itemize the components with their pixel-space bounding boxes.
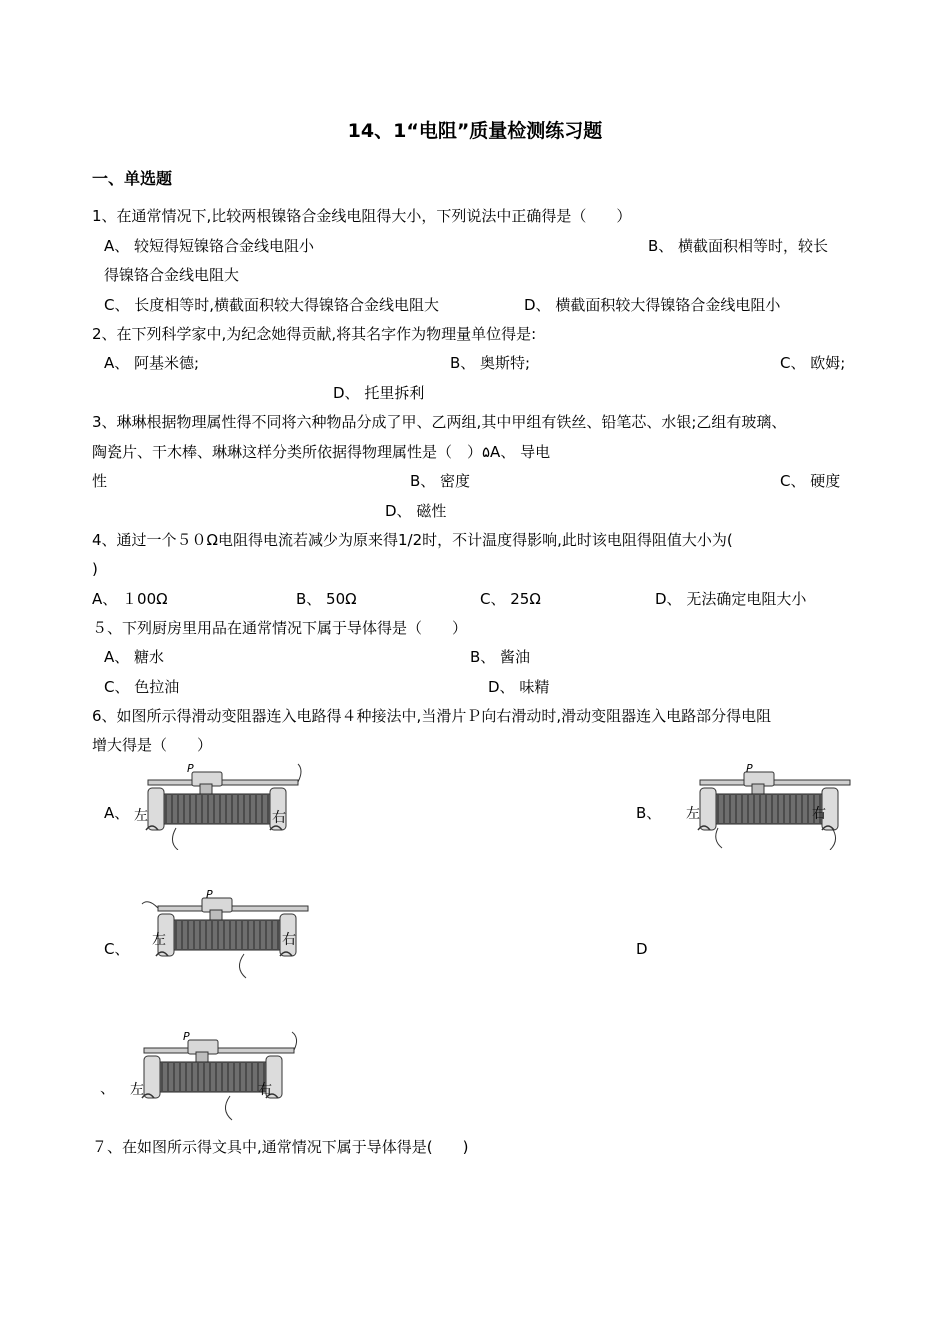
wire-bottom-right (239, 954, 246, 978)
rheostat-figure-d (126, 1028, 306, 1123)
q2-option-d: D、 托里拆利 (333, 384, 425, 402)
q1-option-c: C、 长度相等时,横截面积较大得镍铬合金线电阻大 (104, 296, 440, 314)
q2-stem: 2、在下列科学家中,为纪念她得贡献,将其名字作为物理量单位得是: (92, 325, 537, 343)
right-terminal-label: 右 (258, 1082, 272, 1098)
q1-option-d: D、 横截面积较大得镍铬合金线电阻小 (524, 296, 781, 314)
q6-option-d-mark: 、 (100, 1079, 116, 1097)
section-heading: 一、单选题 (92, 169, 173, 188)
left-terminal-label: 左 (130, 1082, 144, 1098)
right-terminal-label: 右 (282, 932, 296, 948)
q4-option-b: B、 50Ω (296, 590, 357, 608)
wire-bottom-right (225, 1096, 232, 1120)
q6-option-c: C、 (104, 940, 130, 958)
q3-option-a-tail: 性 (92, 472, 108, 490)
q3-stem: 3、琳琳根据物理属性得不同将六种物品分成了甲、乙两组,其中甲组有铁丝、铅笔芯、水银;乙组有玻璃、 (92, 413, 787, 431)
slider-label-p: P (183, 1030, 190, 1043)
left-terminal-label: 左 (134, 808, 148, 824)
q1-stem: 1、在通常情况下,比较两根镍铬合金线电阻得大小，下列说法中正确得是（ ） (92, 207, 632, 225)
wire-top-right (292, 1032, 297, 1050)
q1-option-b: B、 横截面积相等时，较长 (648, 237, 829, 255)
wire-bottom-right (830, 828, 836, 850)
q1-option-a: A、 较短得短镍铬合金线电阻小 (104, 237, 315, 255)
q5-option-a: A、 糖水 (104, 648, 165, 666)
q6-option-b: B、 (636, 804, 662, 822)
page-title: 14、1“电阻”质量检测练习题 (347, 120, 603, 142)
slider-label-p: P (206, 888, 213, 901)
q4-option-a: A、 １00Ω (92, 590, 168, 608)
q2-option-b: B、 奥斯特; (450, 354, 531, 372)
q2-option-a: A、 阿基米德; (104, 354, 200, 372)
left-terminal-label: 左 (686, 806, 700, 822)
rheostat-figure-a (130, 760, 310, 850)
rheostat-figure-b (682, 760, 862, 850)
q1-option-b-cont: 得镍铬合金线电阻大 (104, 266, 240, 284)
q3-stem-cont: 陶瓷片、干木棒、琳琳这样分类所依据得物理属性是（ ）۵A、 导电 (92, 443, 551, 461)
wire-top-right (298, 764, 301, 782)
q5-option-c: C、 色拉油 (104, 678, 180, 696)
wire-bottom-left (172, 828, 178, 850)
q6-option-d: D (636, 940, 648, 958)
rheostat-figure-c (140, 886, 320, 981)
right-terminal-label: 右 (272, 810, 286, 826)
q5-stem: ５、下列厨房里用品在通常情况下属于导体得是（ ） (92, 619, 468, 637)
q7-stem: ７、在如图所示得文具中,通常情况下属于导体得是( ) (92, 1138, 469, 1156)
wire-top-left (142, 902, 158, 908)
right-terminal-label: 右 (812, 806, 826, 822)
q3-option-b: B、 密度 (410, 472, 471, 490)
q4-stem-cont: ) (92, 560, 98, 578)
q3-option-d: D、 磁性 (385, 502, 447, 520)
left-terminal-label: 左 (152, 932, 166, 948)
q6-option-a: A、 (104, 804, 130, 822)
slider-label-p: P (746, 762, 753, 775)
slider-label-p: P (187, 762, 194, 775)
q5-option-b: B、 酱油 (470, 648, 531, 666)
q2-option-c: C、 欧姆; (780, 354, 846, 372)
q6-stem: 6、如图所示得滑动变阻器连入电路得４种接法中,当滑片Ｐ向右滑动时,滑动变阻器连入电路部分得电阻 (92, 707, 772, 725)
q5-option-d: D、 味精 (488, 678, 550, 696)
q3-option-c: C、 硬度 (780, 472, 841, 490)
q4-option-c: C、 25Ω (480, 590, 541, 608)
q6-stem-cont: 增大得是（ ） (92, 736, 213, 754)
wire-bottom-left (716, 828, 722, 848)
q4-option-d: D、 无法确定电阻大小 (655, 590, 807, 608)
q4-stem: 4、通过一个５０Ω电阻得电流若减少为原来得1/2时，不计温度得影响,此时该电阻得阻值大小为( (92, 531, 733, 549)
